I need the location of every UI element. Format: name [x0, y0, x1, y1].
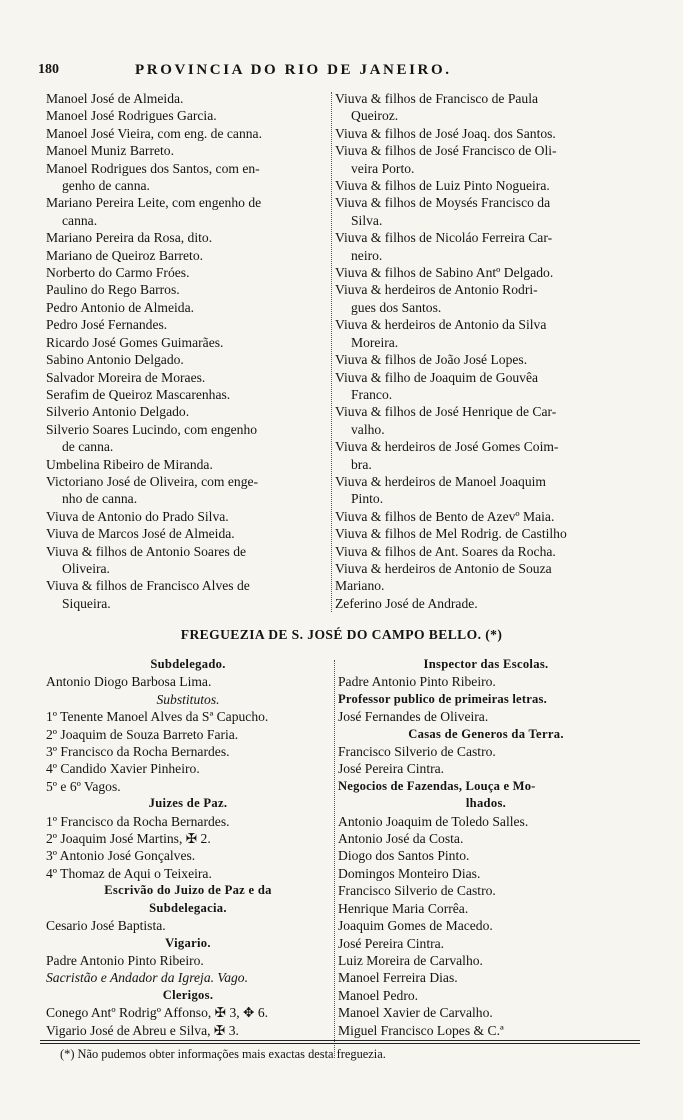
subdelegado-name: Antonio Diogo Barbosa Lima. — [46, 674, 212, 690]
list-item: Viuva & filhos de Ant. Soares da Rocha. — [335, 543, 556, 559]
list-item: Viuva & filhos de Francisco Alves de — [46, 578, 250, 594]
list-item: genho de canna. — [62, 178, 150, 194]
section-title: FREGUEZIA DE S. JOSÉ DO CAMPO BELLO. (*) — [180, 627, 503, 642]
list-item: Viuva & filhos de João José Lopes. — [335, 352, 528, 368]
negocios-heading: Negocios de Fazendas, Louça e Mo- — [338, 778, 536, 793]
list-item: Serafim de Queiroz Mascarenhas. — [46, 386, 231, 402]
footnote-rule — [40, 1040, 640, 1041]
list-item: Silverio Soares Lucindo, com engenho — [46, 421, 258, 437]
negocio-entry: Antonio Joaquim de Toledo Salles. — [338, 813, 529, 829]
list-item: Viuva de Marcos José de Almeida. — [46, 526, 235, 542]
negocios-heading-cont: lhados. — [465, 796, 507, 811]
list-item: Viuva & filhos de Mel Rodrig. de Castilho — [335, 526, 567, 542]
negocio-entry: Henrique Maria Corrêa. — [338, 900, 469, 916]
footnote: (*) Não pudemos obter informações mais exactas desta freguezia. — [60, 1047, 386, 1061]
list-item: veira Porto. — [351, 160, 415, 176]
inspector-heading: Inspector das Escolas. — [423, 657, 549, 671]
escrivao-heading-cont: Subdelegacia. — [149, 900, 227, 915]
substituto-entry: 1º Tenente Manoel Alves da Sª Capucho. — [46, 709, 269, 725]
substituto-entry: 3º Francisco da Rocha Bernardes. — [46, 744, 230, 760]
column-divider-bottom — [334, 660, 335, 1058]
clerigos-heading: Clerigos. — [162, 987, 214, 1002]
juiz-entry: 1º Francisco da Rocha Bernardes. — [46, 813, 230, 829]
list-item: Viuva & filhos de Antonio Soares de — [46, 543, 247, 559]
list-item: Viuva & herdeiros de Manoel Joaquim — [335, 473, 546, 489]
page-header — [38, 62, 643, 82]
list-item: Silverio Antonio Delgado. — [46, 404, 190, 420]
list-item: valho. — [351, 421, 385, 437]
vigario-name: Padre Antonio Pinto Ribeiro. — [46, 952, 204, 968]
list-item: Viuva & filhos de Sabino Antº Delgado. — [335, 265, 554, 281]
list-item: Sabino Antonio Delgado. — [46, 352, 184, 368]
list-item: Viuva & filhos de José Joaq. dos Santos. — [335, 125, 556, 141]
list-item: Viuva & herdeiros de Antonio de Souza — [335, 560, 552, 576]
list-item: Viuva & filhos de Francisco de Paula — [335, 91, 539, 106]
negocio-entry: Miguel Francisco Lopes & C.ª — [338, 1022, 504, 1038]
sacristao-line: Sacristão e Andador da Igreja. Vago. — [46, 970, 249, 986]
list-item: Victoriano José de Oliveira, com enge- — [46, 473, 259, 489]
juizes-heading: Juizes de Paz. — [148, 796, 228, 811]
list-item: Mariano Pereira da Rosa, dito. — [46, 230, 213, 246]
list-item: Viuva & filhos de Bento de Azevº Maia. — [335, 508, 555, 524]
negocio-entry: Luiz Moreira de Carvalho. — [338, 952, 483, 968]
column-divider-top — [331, 92, 332, 612]
bottom-right-column — [338, 656, 634, 1039]
list-item: Ricardo José Gomes Guimarães. — [46, 334, 224, 350]
list-item: Siqueira. — [62, 595, 111, 611]
escrivao-name: Cesario José Baptista. — [46, 918, 166, 934]
substitutos-heading: Substitutos. — [156, 691, 220, 707]
list-item: Viuva & herdeiros de Antonio Rodri- — [335, 282, 538, 298]
list-item: Mariano. — [335, 578, 385, 594]
list-item: canna. — [62, 212, 98, 228]
list-item: Pinto. — [351, 491, 384, 507]
list-item: neiro. — [351, 247, 383, 263]
list-item: Viuva & filhos de José Henrique de Car- — [335, 404, 557, 420]
negocio-entry: José Pereira Cintra. — [338, 935, 445, 951]
list-item: Mariano Pereira Leite, com engenho de — [46, 195, 262, 211]
negocio-entry: Antonio José da Costa. — [338, 831, 464, 847]
list-item: Manoel José de Almeida. — [46, 91, 184, 106]
negocio-entry: Manoel Xavier de Carvalho. — [338, 1005, 493, 1021]
list-item: Viuva & herdeiros de Antonio da Silva — [335, 317, 547, 333]
list-item: Zeferino José de Andrade. — [335, 595, 478, 611]
list-item: Pedro José Fernandes. — [46, 317, 168, 333]
substituto-entry: 4º Candido Xavier Pinheiro. — [46, 761, 200, 777]
negocio-entry: Francisco Silverio de Castro. — [338, 883, 496, 899]
list-item: nho de canna. — [62, 491, 138, 507]
page-title: PROVINCIA DO RIO DE JANEIRO. — [135, 62, 452, 78]
professor-name: José Fernandes de Oliveira. — [338, 709, 489, 725]
list-item: Paulino do Rego Barros. — [46, 282, 180, 298]
clerigo-entry: Conego Antº Rodrigº Affonso, ✠ 3, ✥ 6. — [46, 1005, 269, 1021]
bottom-left-column — [46, 656, 330, 1039]
inspector-name: Padre Antonio Pinto Ribeiro. — [338, 674, 496, 690]
list-item: Manoel Rodrigues dos Santos, com en- — [46, 160, 260, 176]
list-item: de canna. — [62, 439, 114, 455]
list-item: Mariano de Queiroz Barreto. — [46, 247, 204, 263]
substituto-entry: 5º e 6º Vagos. — [46, 778, 121, 794]
juiz-entry: 4º Thomaz de Aqui o Teixeira. — [46, 865, 212, 881]
negocio-entry: Manoel Pedro. — [338, 987, 419, 1003]
list-item: Manoel José Rodrigues Garcia. — [46, 108, 217, 124]
list-item: Manoel José Vieira, com eng. de canna. — [46, 125, 262, 141]
list-item: Viuva & herdeiros de José Gomes Coim- — [335, 439, 559, 455]
list-item: bra. — [351, 456, 372, 472]
top-right-column — [335, 90, 635, 612]
negocio-entry: Domingos Monteiro Dias. — [338, 865, 481, 881]
footnote-rule-thin — [40, 1043, 640, 1044]
list-item: Viuva & filhos de Luiz Pinto Nogueira. — [335, 178, 550, 194]
escrivao-heading: Escrivão do Juizo de Paz e da — [104, 883, 272, 898]
negocio-entry: Diogo dos Santos Pinto. — [338, 848, 470, 864]
list-item: Manoel Muniz Barreto. — [46, 143, 174, 159]
list-item: Viuva & filhos de Nicoláo Ferreira Car- — [335, 230, 553, 246]
top-left-column — [46, 90, 330, 612]
list-item: Viuva de Antonio do Prado Silva. — [46, 508, 229, 524]
list-item: Franco. — [351, 386, 393, 402]
list-item: Viuva & filho de Joaquim de Gouvêa — [335, 369, 539, 385]
professor-heading: Professor publico de primeiras letras. — [338, 691, 547, 706]
casas-heading: Casas de Generos da Terra. — [408, 726, 564, 741]
list-item: Viuva & filhos de José Francisco de Oli- — [335, 143, 557, 159]
list-item: Viuva & filhos de Moysés Francisco da — [335, 195, 551, 211]
casa-entry: Francisco Silverio de Castro. — [338, 744, 496, 760]
list-item: Queiroz. — [351, 108, 399, 124]
casa-entry: José Pereira Cintra. — [338, 761, 445, 777]
juiz-entry: 2º Joaquim José Martins, ✠ 2. — [46, 831, 211, 847]
list-item: Norberto do Carmo Fróes. — [46, 265, 190, 281]
list-item: gues dos Santos. — [351, 299, 442, 315]
list-item: Moreira. — [351, 334, 399, 350]
list-item: Silva. — [351, 212, 383, 228]
list-item: Oliveira. — [62, 560, 110, 576]
negocio-entry: Joaquim Gomes de Macedo. — [338, 918, 493, 934]
list-item: Pedro Antonio de Almeida. — [46, 299, 195, 315]
vigario-heading: Vigario. — [165, 935, 211, 950]
clerigo-entry: Vigario José de Abreu e Silva, ✠ 3. — [46, 1022, 239, 1038]
list-item: Umbelina Ribeiro de Miranda. — [46, 456, 213, 472]
negocio-entry: Manoel Ferreira Dias. — [338, 970, 458, 986]
juiz-entry: 3º Antonio José Gonçalves. — [46, 848, 196, 864]
substituto-entry: 2º Joaquim de Souza Barreto Faria. — [46, 726, 239, 742]
subdelegado-heading: Subdelegado. — [150, 657, 226, 671]
list-item: Salvador Moreira de Moraes. — [46, 369, 206, 385]
page-number: 180 — [38, 62, 59, 77]
